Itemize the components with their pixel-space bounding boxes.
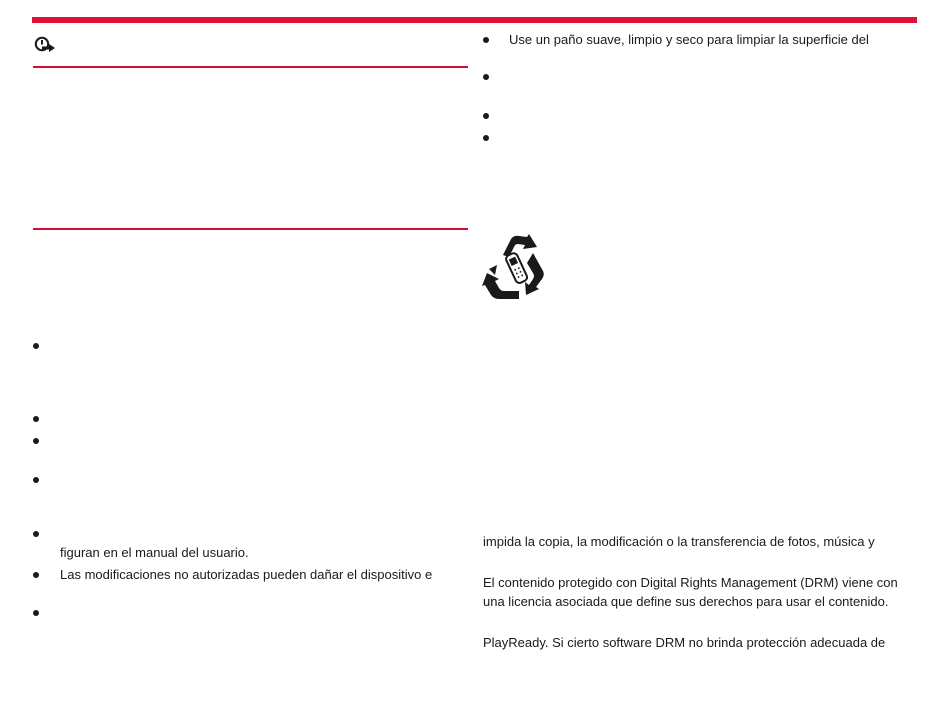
list-bullet: [483, 37, 489, 43]
playready-line: PlayReady. Si cierto software DRM no brinda protección adecuada de: [483, 635, 886, 650]
list-bullet: [483, 135, 489, 141]
list-bullet: [483, 113, 489, 119]
list-bullet: [33, 572, 39, 578]
recycle-phone-icon: [481, 233, 553, 303]
copy-restriction-line: impida la copia, la modificación o la transferencia de fotos, música y: [483, 534, 875, 549]
list-bullet: [33, 416, 39, 422]
section-divider: [33, 66, 468, 68]
list-bullet: [33, 610, 39, 616]
list-bullet: [33, 438, 39, 444]
list-bullet: [483, 74, 489, 80]
list-bullet: [33, 477, 39, 483]
modifications-line: Las modificaciones no autorizadas pueden dañar el dispositivo e: [60, 567, 433, 582]
warning-icon: [34, 36, 60, 52]
section-divider: [33, 228, 468, 230]
cleaning-cloth-line: Use un paño suave, limpio y seco para limpiar la superficie del: [509, 32, 869, 47]
manual-line: figuran en el manual del usuario.: [60, 545, 249, 560]
list-bullet: [33, 531, 39, 537]
drm-line-1: El contenido protegido con Digital Rights Management (DRM) viene con: [483, 575, 898, 590]
list-bullet: [33, 343, 39, 349]
header-accent-bar: [32, 17, 917, 23]
drm-line-2: una licencia asociada que define sus derechos para usar el contenido.: [483, 594, 889, 609]
